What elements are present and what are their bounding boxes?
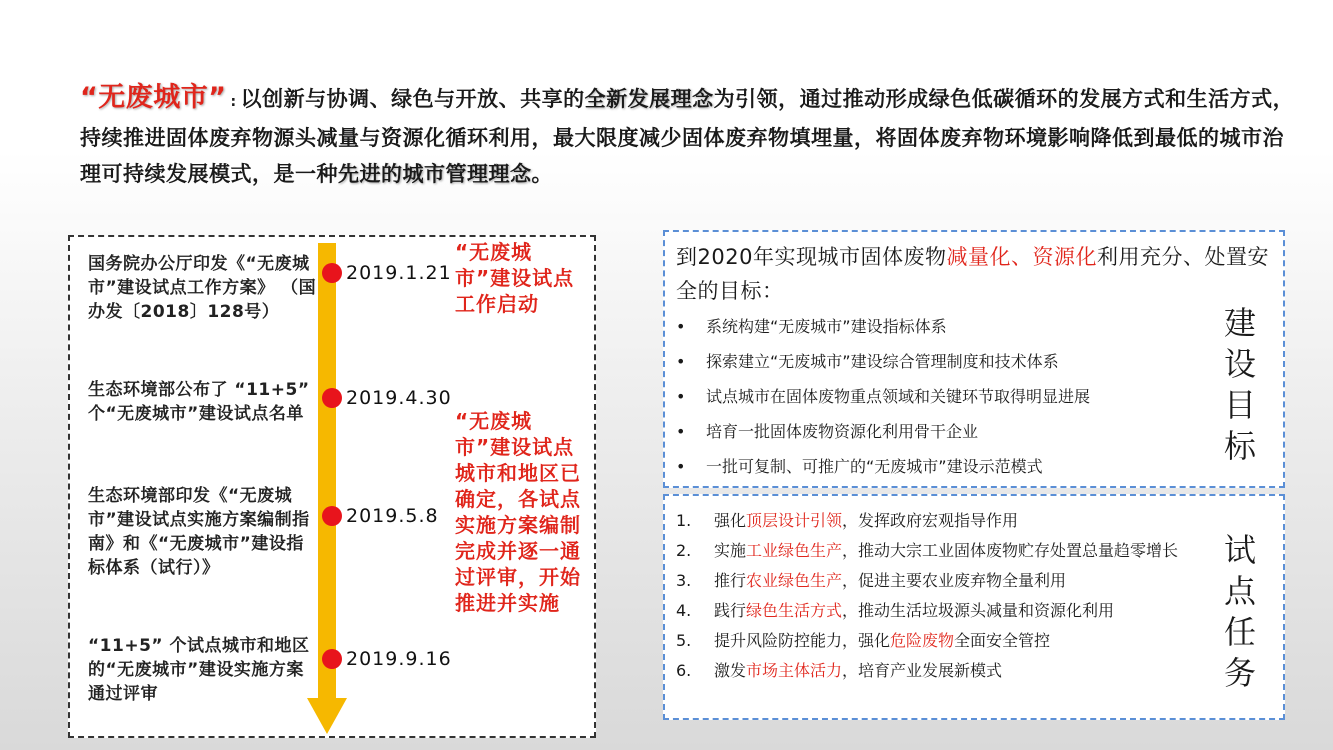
intro-text-1: 以创新与协调、绿色与开放、共享的 [240, 87, 585, 111]
tasks-side-char: 点 [1223, 572, 1256, 610]
goals-side-char: 建 [1223, 304, 1256, 342]
goals-item-text: 培育一批固体废物资源化利用骨干企业 [706, 422, 979, 441]
tasks-side-char: 试 [1223, 531, 1256, 569]
task-highlight: 绿色生活方式 [746, 601, 843, 620]
intro-text-2: 为引领，通过推动形成绿色低碳循环的发展方式和生活方式，持续推进固体废弃物源头减量与资源化循环利用，最大限度减少固体废弃物填埋量，将固体废弃物环境影响降低到最低的城市治理可持续发展模式，是一种 [80, 87, 1295, 186]
bullet-icon: • [676, 317, 686, 336]
timeline-dot-icon [322, 649, 342, 669]
task-highlight: 农业绿色生产 [746, 571, 843, 590]
tasks-side-char: 任 [1223, 613, 1256, 651]
task-number: 6. [676, 661, 692, 680]
goals-list-item [676, 383, 1090, 418]
tasks-list [676, 506, 1216, 686]
intro-term: “无废城市” [80, 82, 227, 113]
task-text: ，发挥政府宏观指导作用 [842, 511, 1019, 530]
intro-colon: : [230, 94, 237, 110]
task-number: 4. [676, 601, 692, 620]
goals-item-text: 一批可复制、可推广的“无废城市”建设示范模式 [706, 457, 1043, 476]
goals-side-char: 目 [1223, 386, 1256, 424]
timeline-event-3: 生态环境部印发《“无废城市”建设试点实施方案编制指南》和《“无废城市”建设指标体系（试行）》 [88, 486, 310, 578]
timeline-dot-icon [322, 263, 342, 283]
goals-list [676, 313, 1090, 488]
task-text: 激发 [714, 661, 747, 680]
task-highlight: 市场主体活力 [746, 661, 843, 680]
task-text: ，推动生活垃圾源头减量和资源化利用 [842, 601, 1115, 620]
goals-heading-b: 利用充分、处置安全的目标： [676, 245, 1269, 303]
timeline-date-1: 2019.1.21 [346, 262, 452, 284]
goals-side-char: 标 [1223, 427, 1256, 465]
goals-side-title [1220, 303, 1260, 467]
task-highlight: 工业绿色生产 [746, 541, 843, 560]
goals-heading-a: 到2020年实现城市固体废物 [676, 245, 947, 269]
timeline-event-4: “11+5” 个试点城市和地区的“无废城市”建设实施方案通过评审 [88, 636, 310, 704]
task-highlight: 顶层设计引领 [746, 511, 843, 530]
tasks-list-item [676, 656, 1216, 686]
timeline-date-2: 2019.4.30 [346, 387, 452, 409]
goals-list-item [676, 313, 1090, 348]
goals-side-char: 设 [1223, 345, 1256, 383]
goals-list-item [676, 348, 1090, 383]
bullet-icon: • [676, 352, 686, 371]
tasks-list-item [676, 506, 1216, 536]
timeline-dot-icon [322, 506, 342, 526]
goals-item-text: 探索建立“无废城市”建设综合管理制度和技术体系 [706, 352, 1059, 371]
intro-text-3: 。 [531, 162, 553, 186]
goals-list-item [676, 453, 1090, 488]
task-text: ，推动大宗工业固体废物贮存处置总量趋零增长 [842, 541, 1179, 560]
bullet-icon: • [676, 422, 686, 441]
timeline-event-2: 生态环境部公布了 “11+5” 个“无废城市”建设试点名单 [88, 380, 310, 424]
intro-highlight-1: 全新发展理念 [584, 87, 714, 111]
timeline-date-4: 2019.9.16 [346, 648, 452, 670]
task-number: 5. [676, 631, 692, 650]
timeline-arrow-shaft [318, 243, 336, 703]
timeline-note-2: “无废城市”建设试点城市和地区已确定，各试点实施方案编制完成并逐一通过评审，开始推进并实施 [455, 409, 581, 615]
timeline-dot-icon [322, 388, 342, 408]
task-number: 1. [676, 511, 692, 530]
tasks-list-item [676, 536, 1216, 566]
task-text: ，促进主要农业废弃物全量利用 [842, 571, 1067, 590]
bullet-icon: • [676, 457, 686, 476]
tasks-side-title [1220, 530, 1260, 694]
tasks-list-item [676, 596, 1216, 626]
intro-paragraph [80, 80, 1300, 192]
task-text: 实施 [714, 541, 747, 560]
task-number: 2. [676, 541, 692, 560]
timeline-date-3: 2019.5.8 [346, 505, 439, 527]
timeline-note-1: “无废城市”建设试点工作启动 [455, 240, 575, 316]
task-highlight: 危险废物 [890, 631, 955, 650]
intro-highlight-2: 先进的城市管理理念 [338, 162, 532, 186]
goals-item-text: 试点城市在固体废物重点领域和关键环节取得明显进展 [706, 387, 1091, 406]
task-text: ，培育产业发展新模式 [842, 661, 1003, 680]
bullet-icon: • [676, 387, 686, 406]
goals-heading-highlight: 减量化、资源化 [946, 245, 1097, 269]
tasks-list-item [676, 566, 1216, 596]
task-text: 全面安全管控 [954, 631, 1051, 650]
task-text: 提升风险防控能力，强化 [714, 631, 891, 650]
task-text: 强化 [714, 511, 747, 530]
task-text: 推行 [714, 571, 747, 590]
goals-item-text: 系统构建“无废城市”建设指标体系 [706, 317, 947, 336]
task-number: 3. [676, 571, 692, 590]
goals-list-item [676, 418, 1090, 453]
task-text: 践行 [714, 601, 747, 620]
timeline-event-1: 国务院办公厅印发《“无废城市”建设试点工作方案》 （国办发〔2018〕128号） [88, 254, 317, 322]
goals-heading [676, 240, 1281, 308]
tasks-list-item [676, 626, 1216, 656]
tasks-side-char: 务 [1223, 654, 1256, 692]
